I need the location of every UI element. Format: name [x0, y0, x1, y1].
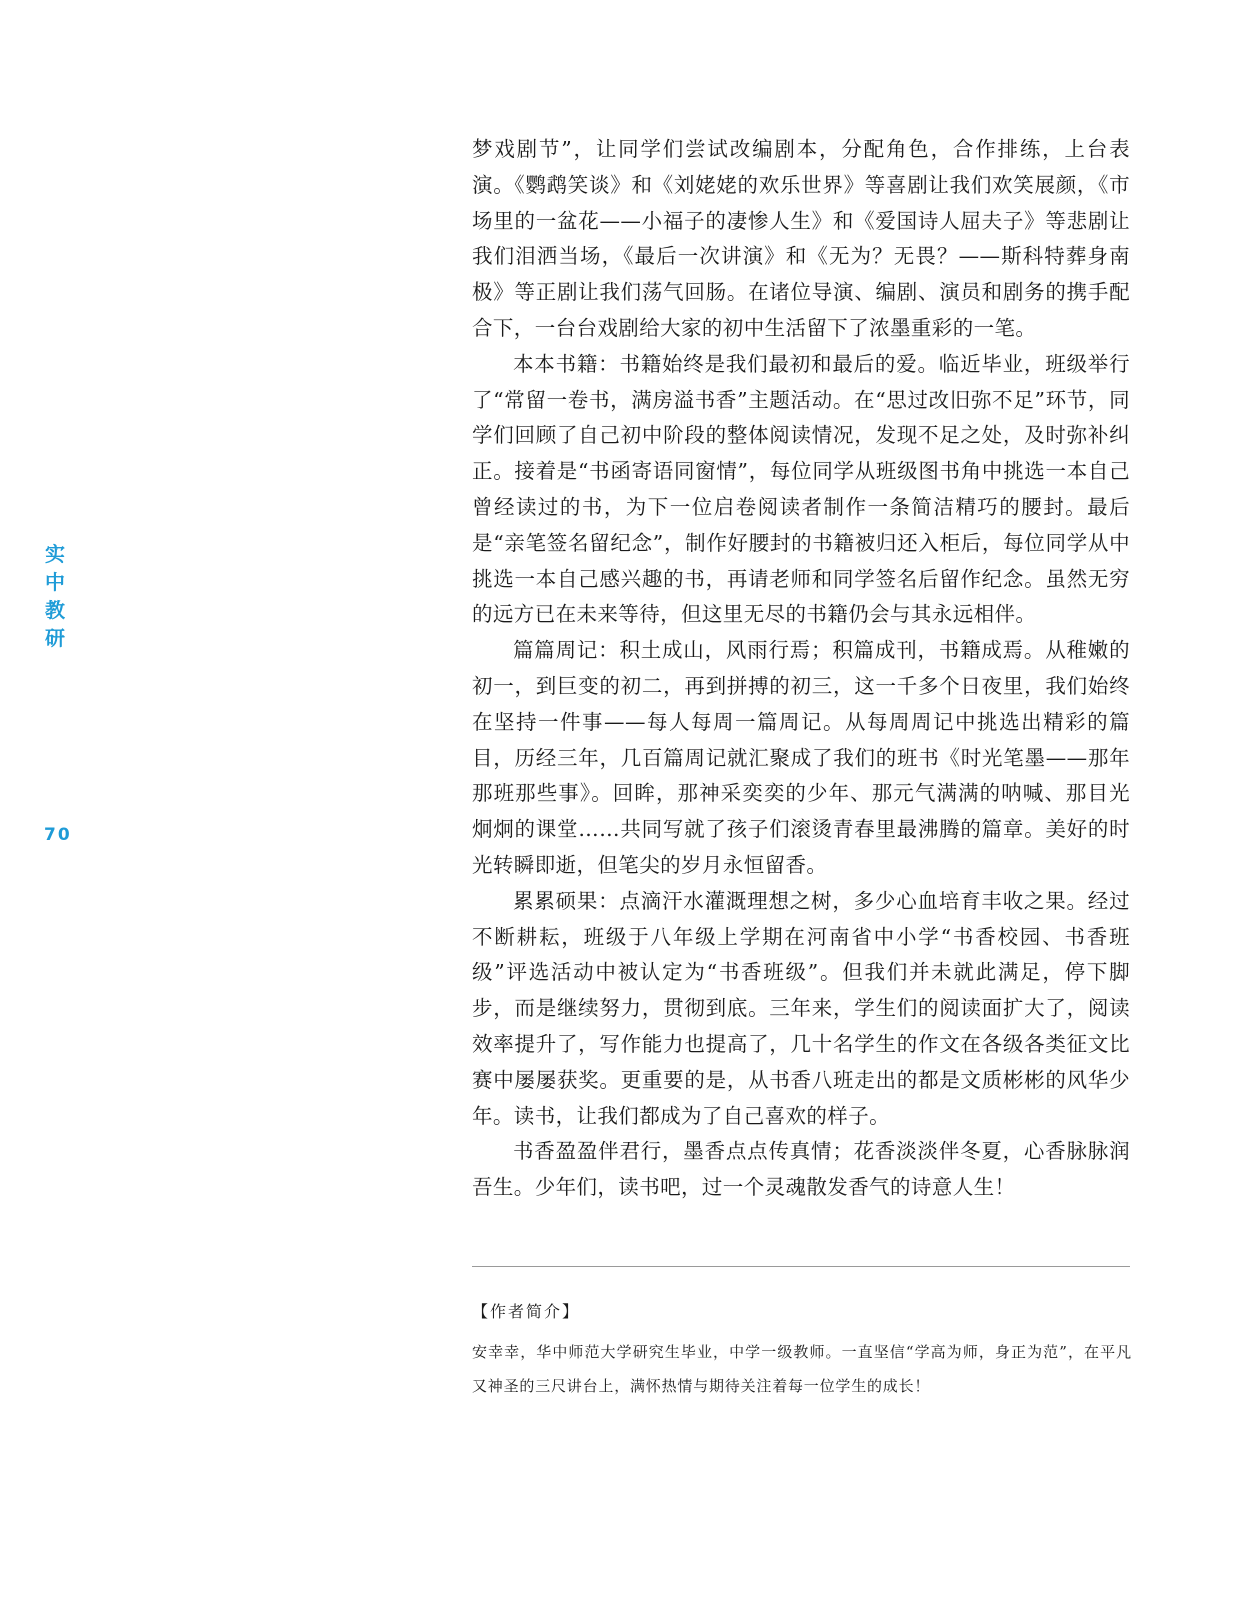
paragraph-achievements: 累累硕果：点滴汗水灌溉理想之树，多少心血培育丰收之果。经过不断耕耘，班级于八年级上学期在河南省中小学“书香校园、书香班级”评选活动中被认定为“书香班级”。但我们并未就此满足，停下脚步，而是继续努力，贯彻到底。三年来，学生们的阅读面扩大了，阅读效率提升了，写作能力也提高了，几十名学生的作文在各级各类征文比赛中屡屡获奖。更重要的是，从书香八班走出的都是文质彬彬的风华少年。读书，让我们都成为了自己喜欢的样子。	[472, 888, 1130, 1128]
paragraph-conclusion: 书香盈盈伴君行，墨香点点传真情；花香淡淡伴冬夏，心香脉脉润吾生。少年们，读书吧，过一个灵魂散发香气的诗意人生！	[472, 1139, 1130, 1200]
author-bio-text: 安幸幸，华中师范大学研究生毕业，中学一级教师。一直坚信“学高为师，身正为范”，在平凡又神圣的三尺讲台上，满怀热情与期待关注着每一位学生的成长！	[472, 1343, 1132, 1395]
paragraph-books: 本本书籍：书籍始终是我们最初和最后的爱。临近毕业，班级举行了“常留一卷书，满房溢书香”主题活动。在“思过改旧弥不足”环节，同学们回顾了自己初中阶段的整体阅读情况，发现不足之处，及时弥补纠正。接着是“书函寄语同窗情”，每位同学从班级图书角中挑选一本自己曾经读过的书，为下一位启卷阅读者制作一条简洁精巧的腰封。最后是“亲笔签名留纪念”，制作好腰封的书籍被归还入柜后，每位同学从中挑选一本自己感兴趣的书，再请老师和同学签名后留作纪念。虽然无穷的远方已在未来等待，但这里无尽的书籍仍会与其永远相伴。	[472, 351, 1130, 627]
article-body	[472, 132, 1130, 1206]
sidebar-journal-title: 实中教研	[45, 542, 65, 650]
paragraph-drama: 梦戏剧节”，让同学们尝试改编剧本，分配角色，合作排练，上台表演。《鹦鹉笑谈》和《刘姥姥的欢乐世界》等喜剧让我们欢笑展颜，《市场里的一盆花——小福子的凄惨人生》和《爱国诗人屈夫子》等悲剧让我们泪洒当场，《最后一次讲演》和《无为？无畏？——斯科特葬身南极》等正剧让我们荡气回肠。在诸位导演、编剧、演员和剧务的携手配合下，一台台戏剧给大家的初中生活留下了浓墨重彩的一笔。	[472, 137, 1130, 340]
page-number: 70	[44, 825, 72, 845]
paragraph-weekly-journals: 篇篇周记：积土成山，风雨行焉；积篇成刊，书籍成焉。从稚嫩的初一，到巨变的初二，再到拼搏的初三，这一千多个日夜里，我们始终在坚持一件事——每人每周一篇周记。从每周周记中挑选出精彩的篇目，历经三年，几百篇周记就汇聚成了我们的班书《时光笔墨——那年那班那些事》。回眸，那神采奕奕的少年、那元气满满的呐喊、那目光炯炯的课堂……共同写就了孩子们滚烫青春里最沸腾的篇章。美好的时光转瞬即逝，但笔尖的岁月永恒留香。	[472, 638, 1130, 877]
section-divider	[472, 1266, 1130, 1267]
author-bio-heading: 【作者简介】	[472, 1302, 581, 1321]
